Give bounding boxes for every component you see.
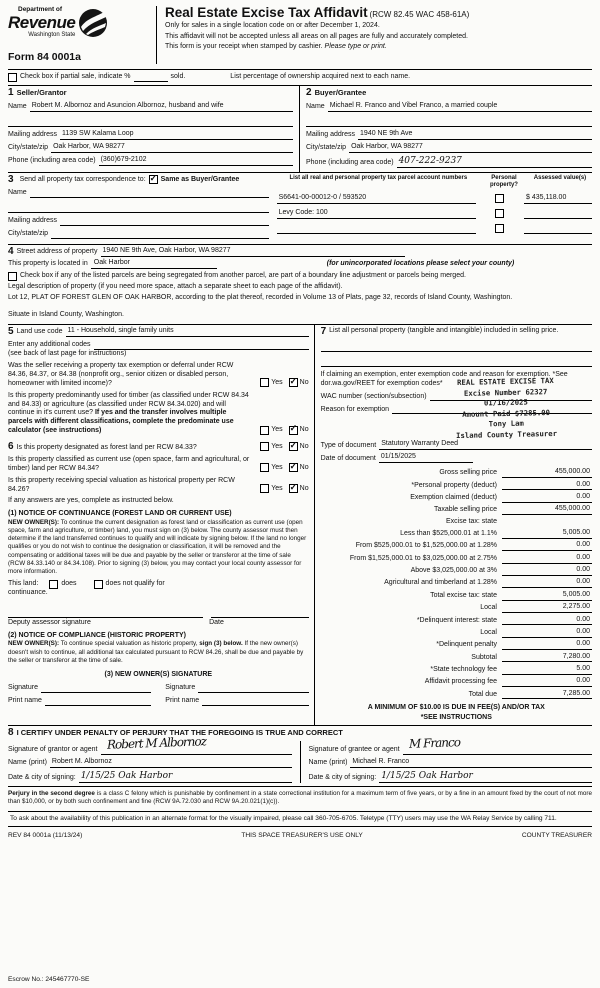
parcel-table	[277, 175, 592, 239]
assessed-value[interactable]: $ 435,118.00	[524, 194, 592, 204]
document-type-label: Type of document	[320, 441, 377, 449]
partial-sale-percent-field[interactable]	[134, 73, 168, 82]
yes-label: Yes	[271, 463, 283, 471]
tax-row-label: Excise tax: state	[446, 517, 497, 525]
notice2-bold: sign (3) below.	[199, 640, 243, 648]
exemption-question: Was the seller receiving a property tax exemption or deferral under RCW 84.36, 84.37, or 84.38 (nonprofit org., senior citizen or disabled person, homeowner with limited income)?	[8, 362, 234, 387]
grantor-printname-label: Name (print)	[8, 758, 47, 766]
reason-exemption-field[interactable]	[392, 404, 592, 414]
notice-continuance-title: (1) NOTICE OF CONTINUANCE (FOREST LAND OR CURRENT USE)	[8, 510, 232, 518]
accessibility-notice	[8, 811, 592, 827]
stamp-title: REAL ESTATE EXCISE TAX	[457, 375, 554, 387]
new-owner-signatures	[8, 680, 309, 706]
title-block	[156, 6, 592, 64]
seller-phone-label: Phone (including area code)	[8, 156, 96, 164]
same-as-buyer-checkbox[interactable]	[149, 175, 158, 184]
personal-property-label: List all personal property (tangible and intangible) included in selling price.	[329, 326, 559, 334]
tax-row-value: 0.00	[502, 616, 592, 626]
footer-row	[8, 832, 592, 840]
grantee-certification	[301, 734, 593, 783]
tax-row	[321, 566, 592, 576]
street-address-value[interactable]: 1940 NE 9th Ave, Oak Harbor, WA 98277	[101, 247, 405, 257]
tax-row	[321, 591, 592, 601]
forest-yes-checkbox[interactable]	[260, 442, 269, 451]
notice-compliance-title: (2) NOTICE OF COMPLIANCE (HISTORIC PROPERTY)	[8, 631, 186, 639]
personal-property-line[interactable]	[321, 356, 592, 367]
parcel-numbers-header: List all real and personal property tax parcel account numbers	[289, 174, 468, 181]
does-label: does	[61, 580, 77, 588]
perjury-text: is a class C felony which is punishable by confinement in a state correctional institution for a maximum term of five years, or by a fine in an amount fixed by the court of not more than $10,000, or by both such confinement and fine (RCW 9A.72.030 and RCW 9A.20.021(1)(c)).	[8, 789, 593, 805]
certify-section-number: 8	[8, 726, 14, 738]
deputy-signature-field[interactable]	[8, 608, 203, 618]
tax-row-label: From $1,525,000.01 to $3,025,000.00 at 2.75%	[349, 554, 497, 562]
timber-question-row	[8, 392, 309, 436]
this-land-row	[8, 580, 309, 589]
tax-row-value: 5,005.00	[502, 591, 592, 601]
additional-codes-note: (see back of last page for instructions)	[8, 349, 127, 357]
see-instructions-note: *SEE INSTRUCTIONS	[420, 714, 492, 722]
owner-printname-field[interactable]	[202, 696, 308, 706]
tax-row	[321, 481, 592, 491]
no-label: No	[299, 425, 309, 433]
does-not-checkbox[interactable]	[94, 580, 103, 589]
tax-row-value: 455,000.00	[502, 505, 592, 515]
parcel-row	[277, 194, 592, 204]
grantee-date-value[interactable]: 1/15/25 Oak Harbor	[379, 771, 592, 783]
land-use-column	[8, 325, 315, 725]
tax-row-value: 0.00	[502, 481, 592, 491]
tax-row-value: 0.00	[502, 493, 592, 503]
tax-row	[321, 640, 592, 650]
exemption-note: If claiming an exemption, enter exemption code and reason for exemption. *See dor.wa.gov/REET for exemption codes*	[320, 370, 568, 387]
buyer-phone-label: Phone (including area code)	[306, 159, 394, 167]
tax-row	[321, 518, 592, 527]
tax-row-label: Taxable selling price	[433, 506, 497, 514]
yes-label: Yes	[271, 442, 283, 450]
agency-name: Revenue	[8, 13, 76, 33]
certify-title: I CERTIFY UNDER PENALTY OF PERJURY THAT THE FOREGOING IS TRUE AND CORRECT	[16, 727, 343, 737]
forest-land-question-row	[8, 442, 309, 453]
grantee-signature: M Franco	[408, 734, 460, 751]
buyer-name-label: Name	[306, 102, 325, 110]
yes-label: Yes	[271, 484, 283, 492]
county-treasurer-label: COUNTY TREASURER	[521, 832, 592, 840]
agency-sub: Washington State	[28, 32, 76, 39]
grantee-printname-label: Name (print)	[308, 758, 348, 766]
stamp-amount-paid: Amount Paid $7285.00	[462, 407, 551, 419]
tax-row-label: Subtotal	[471, 653, 497, 661]
current-use-question-row	[8, 456, 309, 474]
no-label: No	[299, 463, 309, 471]
grantor-printname-value[interactable]: Robert M. Albornoz	[50, 758, 292, 768]
tax-row-value: 0.00	[502, 677, 592, 687]
parties-section	[8, 85, 592, 172]
form-number: Form 84 0001a	[8, 50, 81, 63]
minimum-due-note: A MINIMUM OF $10.00 IS DUE IN FEE(S) AND/OR TAX	[367, 704, 545, 712]
form-title: Real Estate Excise Tax Affidavit	[165, 5, 368, 20]
tax-row-value: 0.00	[502, 578, 592, 588]
forest-yn-group	[256, 442, 308, 452]
yes-label: Yes	[271, 425, 283, 433]
additional-codes-label: Enter any additional codes	[8, 341, 91, 349]
rev-number: REV 84 0001a (11/13/24)	[8, 832, 83, 840]
tax-row	[321, 468, 592, 478]
tax-row-value: 0.00	[502, 566, 592, 576]
tax-row-label: Total due	[468, 690, 497, 698]
buyer-city-label: City/state/zip	[306, 143, 347, 151]
situate-value[interactable]: Situate in Island County, Washington.	[8, 311, 124, 319]
tax-row-value: 5.00	[502, 665, 592, 675]
correspondence-section-number: 3	[8, 173, 14, 185]
document-type-value[interactable]: Statutory Warranty Deed	[379, 440, 592, 450]
segregated-label: Check box if any of the listed parcels are being segregated from another parcel, are part of a boundary line adjustment or parcels being merged.	[20, 271, 466, 279]
grantor-signature-label: Signature of grantor or agent	[8, 745, 98, 753]
parcel-number-value[interactable]: Levy Code: 100	[277, 209, 476, 219]
tax-row-value: 0.00	[502, 541, 592, 551]
tax-row-value: 0.00	[502, 640, 592, 650]
continuance-label: continuance.	[8, 589, 48, 597]
perjury-notice	[8, 786, 592, 808]
seller-phone-value[interactable]: (360)679-2102	[99, 156, 293, 166]
stamp-date: 01/16/2025	[483, 397, 528, 408]
tax-row-label: *State technology fee	[430, 665, 497, 673]
seller-section	[8, 86, 300, 172]
tax-row	[321, 541, 592, 551]
owner-printname-field[interactable]	[45, 696, 151, 706]
deputy-date-label: Date	[209, 618, 224, 626]
partial-sale-row	[8, 69, 592, 85]
perjury-lead: Perjury in the second degree	[8, 789, 95, 797]
stamp-treasurer-title: Island County Treasurer	[455, 428, 558, 440]
correspondence-section	[8, 172, 592, 244]
owner-printname-label: Print name	[165, 696, 200, 704]
timber-question-bold: If yes and the transfer involves multiple parcels with different classifications, complete the predominate use calculator (see instructions)	[8, 409, 234, 434]
grantee-signature-label: Signature of grantee or agent	[308, 745, 400, 753]
tax-computation-table	[321, 468, 592, 699]
buyer-section	[300, 86, 592, 172]
buyer-section-number: 2	[306, 86, 312, 98]
assessed-value[interactable]	[524, 224, 592, 234]
timber-question-normal: Is this property predominantly used for timber (as classified under RCW 84.34 and 84.33) or agriculture (as classified under RCW 84.34.020) and will continue in it's current use?	[8, 391, 249, 417]
buyer-mailing-label: Mailing address	[306, 130, 356, 138]
treasurer-blank-space	[8, 841, 592, 976]
does-checkbox[interactable]	[49, 580, 58, 589]
correspondence-left	[8, 175, 277, 239]
tax-row-label: Total excise tax: state	[430, 591, 497, 599]
buyer-phone-value[interactable]: 407-222-9237	[397, 156, 592, 168]
exemption-yn-group	[256, 378, 308, 388]
correspondence-city-value[interactable]	[51, 229, 269, 239]
grantor-signature-field[interactable]	[101, 733, 292, 755]
grantee-date-label: Date & city of signing:	[308, 774, 377, 782]
tax-row-label: Exemption claimed (deduct)	[410, 494, 497, 502]
correspondence-name-label: Name	[8, 189, 27, 197]
parcel-number-value[interactable]: S6641-00-00012-0 / 593520	[277, 194, 476, 204]
form-title-rcw: (RCW 82.45 WAC 458-61A)	[369, 10, 470, 19]
tax-row-label: *Personal property (deduct)	[411, 481, 497, 489]
correspondence-name-value[interactable]	[30, 188, 269, 198]
grantee-signature-field[interactable]	[403, 734, 592, 755]
tax-row-value: 2,275.00	[502, 603, 592, 613]
ownership-percentage-note: List percentage of ownership acquired next to each name.	[230, 73, 411, 81]
tax-row	[321, 554, 592, 564]
header-note-3	[165, 43, 592, 52]
grantor-date-label: Date & city of signing:	[8, 774, 76, 782]
owner-signature-field[interactable]	[41, 683, 151, 693]
seller-section-title: Seller/Grantor	[16, 87, 67, 97]
dept-line1: Department of	[18, 6, 63, 13]
property-section	[8, 244, 592, 324]
tax-row	[321, 665, 592, 675]
document-date-label: Date of document	[320, 454, 376, 462]
historic-yn-group	[256, 484, 308, 494]
buyer-name-extra-line[interactable]	[306, 116, 592, 127]
designation-section-number: 6	[8, 440, 14, 452]
notice-compliance-body	[8, 640, 309, 665]
buyer-mailing-value[interactable]: 1940 NE 9th Ave	[358, 130, 592, 140]
parcel-row	[277, 209, 592, 219]
does-not-label: does not qualify for	[105, 580, 165, 588]
header-note-3-text: This form is your receipt when stamped by cashier.	[165, 42, 323, 50]
parcel-row	[277, 224, 592, 234]
notice2-post: If the new owner(s) doesn't wish to continue, all additional tax calculated pursuant to RCW 84.26, shall be due and payable by the seller or transferor at the time of sale.	[8, 640, 304, 664]
tax-row-value	[502, 519, 592, 527]
treasurer-space-label: THIS SPACE TREASURER'S USE ONLY	[241, 832, 363, 840]
middle-section	[8, 324, 592, 725]
seller-name-extra-line[interactable]	[8, 116, 293, 127]
legal-description-value[interactable]: Lot 12, PLAT OF FOREST GLEN OF OAK HARBOR, according to the plat thereof, recorded in Volume 13 of Plats, page 32, records of Island County, Washington.	[8, 294, 513, 302]
no-label: No	[299, 378, 309, 386]
correspondence-extra-line[interactable]	[8, 202, 269, 213]
seller-mailing-value[interactable]: 1139 SW Kalama Loop	[60, 130, 293, 140]
tax-row-label: From $525,000.01 to $1,525,000.00 at 1.28%	[355, 542, 497, 550]
tax-row-value: 5,005.00	[502, 529, 592, 539]
header-note-3-italic: Please type or print.	[324, 42, 387, 50]
assessed-value-header: Assessed value(s)	[533, 174, 587, 181]
yes-label: Yes	[271, 378, 283, 386]
partial-sale-sold-label: sold.	[170, 73, 186, 81]
property-section-number: 4	[8, 245, 14, 257]
personal-property-header: Personal property?	[489, 174, 518, 189]
partial-sale-checkbox[interactable]	[8, 73, 17, 82]
tax-row	[321, 690, 592, 700]
personal-property-section-number: 7	[320, 325, 327, 337]
located-in-value[interactable]: Oak Harbor	[91, 259, 217, 269]
grantor-signature: Robert M Albornoz	[106, 733, 206, 752]
notice1-text: To continue the current designation as forest land or classification as current use (open space, farm and agriculture, or timber) land, you must sign on (3) below. The county assessor must then determine if the land transferred continues to qualify and will indicate by signing below. If the land no longer qualifies or you do not wish to continue the designation or classification, it will be removed and the compensating or additional taxes will be due and payable by the seller or transferor at the time of sale (RCW 84.33.140 or 84.34.108). Prior to signing (3) below, you may contact your local county assessor for more information.	[8, 518, 307, 575]
new-owners-signature-title: (3) NEW OWNER(S) SIGNATURE	[104, 670, 213, 678]
seller-name-label: Name	[8, 102, 27, 110]
same-as-buyer-label: Same as Buyer/Grantee	[160, 175, 240, 183]
historic-no-checkbox[interactable]	[289, 484, 298, 493]
legal-description-label: Legal description of property (if you need more space, attach a separate sheet to each page of the affidavit).	[8, 282, 343, 290]
reason-exemption-label: Reason for exemption	[320, 405, 390, 413]
tax-row	[321, 616, 592, 626]
forest-land-question-text: Is this property designated as forest land per RCW 84.33?	[16, 443, 197, 451]
located-in-label: This property is located in	[8, 260, 88, 268]
historic-question: Is this property receiving special valuation as historical property per RCW 84.26?	[8, 476, 235, 493]
tax-row	[321, 529, 592, 539]
parcel-personal-checkbox[interactable]	[495, 194, 504, 203]
tax-row-label: Agricultural and timberland at 1.28%	[384, 579, 497, 587]
tax-row-value: 7,280.00	[502, 653, 592, 663]
deputy-labels	[8, 619, 309, 628]
buyer-city-value[interactable]: Oak Harbor, WA 98277	[349, 143, 592, 153]
tax-row	[321, 653, 592, 663]
timber-yn-group	[256, 426, 308, 436]
deputy-signature-label: Deputy assessor signature	[8, 618, 91, 626]
seller-mailing-label: Mailing address	[8, 130, 58, 138]
grantor-certification	[8, 733, 301, 783]
parcel-personal-checkbox[interactable]	[495, 224, 504, 233]
stamp-excise-number: Excise Number 62327	[463, 386, 548, 398]
tax-row-value: 0.00	[502, 554, 592, 564]
parcel-number-value[interactable]	[277, 224, 476, 234]
agency-block	[8, 6, 156, 64]
revenue-logo-icon	[78, 8, 108, 42]
unincorporated-note: (for unincorporated locations please select your county)	[326, 260, 515, 268]
tax-row	[321, 628, 592, 638]
tax-row	[321, 505, 592, 515]
deputy-assessor-row	[8, 608, 309, 618]
escrow-number: Escrow No.: 245467770-SE	[8, 975, 90, 983]
historic-question-row	[8, 477, 309, 495]
landuse-code-value[interactable]: 11 - Household, single family units	[66, 327, 309, 337]
notice1-lead: NEW OWNER(S):	[8, 518, 60, 526]
tax-row-label: Less than $525,000.01 at 1.1%	[400, 530, 497, 538]
exemption-yes-checkbox[interactable]	[260, 378, 269, 387]
buyer-name-value[interactable]: Michael R. Franco and Vibel Franco, a married couple	[328, 102, 592, 112]
landuse-section-number: 5	[8, 325, 14, 337]
exemption-question-row	[8, 362, 309, 388]
tax-row-label: Affidavit processing fee	[424, 678, 497, 686]
tax-row	[321, 578, 592, 588]
parcel-personal-checkbox[interactable]	[495, 209, 504, 218]
certification-section	[8, 725, 592, 786]
tax-row-label: Local	[480, 604, 497, 612]
tax-row-value: 0.00	[502, 628, 592, 638]
personal-property-line[interactable]	[321, 341, 592, 352]
tax-row-label: *Delinquent penalty	[436, 641, 497, 649]
grantee-printname-value[interactable]: Michael R. Franco	[350, 758, 592, 768]
partial-sale-label: Check box if partial sale, indicate %	[20, 73, 131, 81]
tax-row-label: *Delinquent interest: state	[416, 616, 497, 624]
deputy-date-field[interactable]	[211, 608, 309, 618]
notice-continuance-body	[8, 519, 309, 576]
seller-city-value[interactable]: Oak Harbor, WA 98277	[51, 143, 293, 153]
current-use-yn-group	[256, 463, 308, 473]
street-address-label: Street address of property	[16, 248, 98, 256]
notice2-lead: NEW OWNER(S):	[8, 640, 60, 648]
if-yes-note: If any answers are yes, complete as instructed below.	[8, 497, 174, 505]
wac-number-label: WAC number (section/subsection)	[320, 392, 427, 400]
seller-city-label: City/state/zip	[8, 143, 49, 151]
tax-row-value: 455,000.00	[502, 468, 592, 478]
current-use-no-checkbox[interactable]	[289, 463, 298, 472]
historic-yes-checkbox[interactable]	[260, 484, 269, 493]
correspondence-city-label: City/state/zip	[8, 230, 49, 238]
buyer-section-title: Buyer/Grantee	[314, 87, 367, 97]
tax-row-label: Gross selling price	[439, 469, 497, 477]
exemption-no-checkbox[interactable]	[289, 378, 298, 387]
forest-no-checkbox[interactable]	[289, 442, 298, 451]
tax-row-label: Above $3,025,000.00 at 3%	[410, 567, 497, 575]
stamp-treasurer-name: Tony Lam	[488, 418, 524, 429]
seller-section-number: 1	[8, 86, 14, 98]
no-label: No	[299, 484, 309, 492]
grantor-date-value[interactable]: 1/15/25 Oak Harbor	[79, 771, 292, 783]
timber-question	[8, 392, 256, 436]
correspondence-label: Send all property tax correspondence to:	[19, 175, 146, 183]
header-note-2: This affidavit will not be accepted unless all areas on all pages are fully and accurately completed.	[165, 32, 468, 40]
tax-row-label: Local	[480, 628, 497, 636]
owner-signature-field[interactable]	[198, 683, 308, 693]
owner-signature-label: Signature	[8, 683, 38, 691]
no-label: No	[299, 442, 309, 450]
this-land-label: This land:	[8, 580, 39, 588]
forest-land-question	[8, 442, 256, 453]
tax-row	[321, 677, 592, 687]
form-header	[8, 6, 592, 66]
header-note-1: Only for sales in a single location code on or after December 1, 2024.	[165, 22, 380, 30]
additional-codes-value[interactable]	[94, 340, 309, 350]
tax-row-value: 7,285.00	[502, 690, 592, 700]
notice2-pre: To continue special valuation as historic property,	[59, 640, 200, 648]
accessibility-text: To ask about the availability of this publication in an alternate format for the visually impaired, please call 360-705-6705. Teletype (TTY) users may use the WA Relay Service by calling 711.	[10, 815, 557, 823]
current-use-question: Is this property classified as current use (open space, farm and agricultural, or timber) land per RCW 84.34?	[8, 455, 250, 472]
tax-row	[321, 603, 592, 613]
owner-printname-label: Print name	[8, 696, 42, 704]
tax-row	[321, 493, 592, 503]
wac-number-field[interactable]	[430, 391, 592, 401]
document-date-value[interactable]: 01/15/2025	[379, 453, 473, 463]
owner-signature-label: Signature	[165, 683, 196, 691]
timber-no-checkbox[interactable]	[289, 426, 298, 435]
current-use-yes-checkbox[interactable]	[260, 463, 269, 472]
correspondence-mailing-label: Mailing address	[8, 217, 58, 225]
seller-name-value[interactable]: Robert M. Albornoz and Asuncion Albornoz, husband and wife	[30, 102, 293, 112]
segregated-checkbox[interactable]	[8, 272, 17, 281]
timber-yes-checkbox[interactable]	[260, 426, 269, 435]
landuse-label: Land use code	[16, 328, 63, 336]
tax-column	[315, 325, 592, 725]
assessed-value[interactable]	[524, 209, 592, 219]
correspondence-mailing-value[interactable]	[60, 216, 269, 226]
